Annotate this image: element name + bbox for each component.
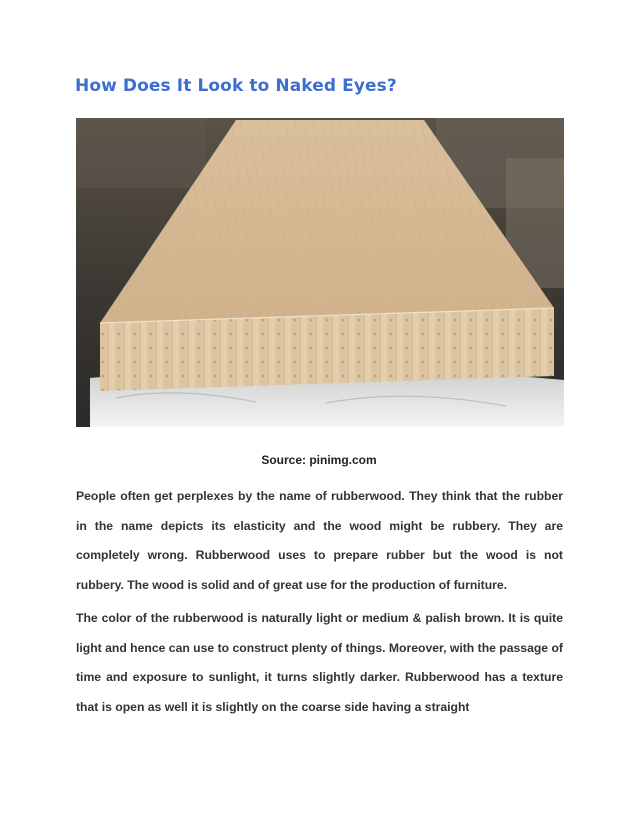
body-paragraph: People often get perplexes by the name of rubberwood. They think that the rubber in the name depicts its elasticity and the wood might be rubbery. They are completely wrong. Rubberwood uses to prepare rubber but the wood is not rubbery. The wood is solid and of great use for the production of furniture. (76, 489, 563, 592)
rubberwood-tabletop-photo (76, 118, 564, 427)
photo-illustration (76, 118, 564, 427)
image-caption: Source: pinimg.com (261, 453, 377, 467)
body-paragraph: The color of the rubberwood is naturally light or medium & palish brown. It is quite light and hence can use to construct plenty of things. Moreover, with the passage of time and exposure to sunlight, it turns slightly darker. Rubberwood has a texture that is open as well it is slightly on the coarse side having a straight (76, 611, 563, 714)
section-heading: How Does It Look to Naked Eyes? (75, 76, 397, 96)
